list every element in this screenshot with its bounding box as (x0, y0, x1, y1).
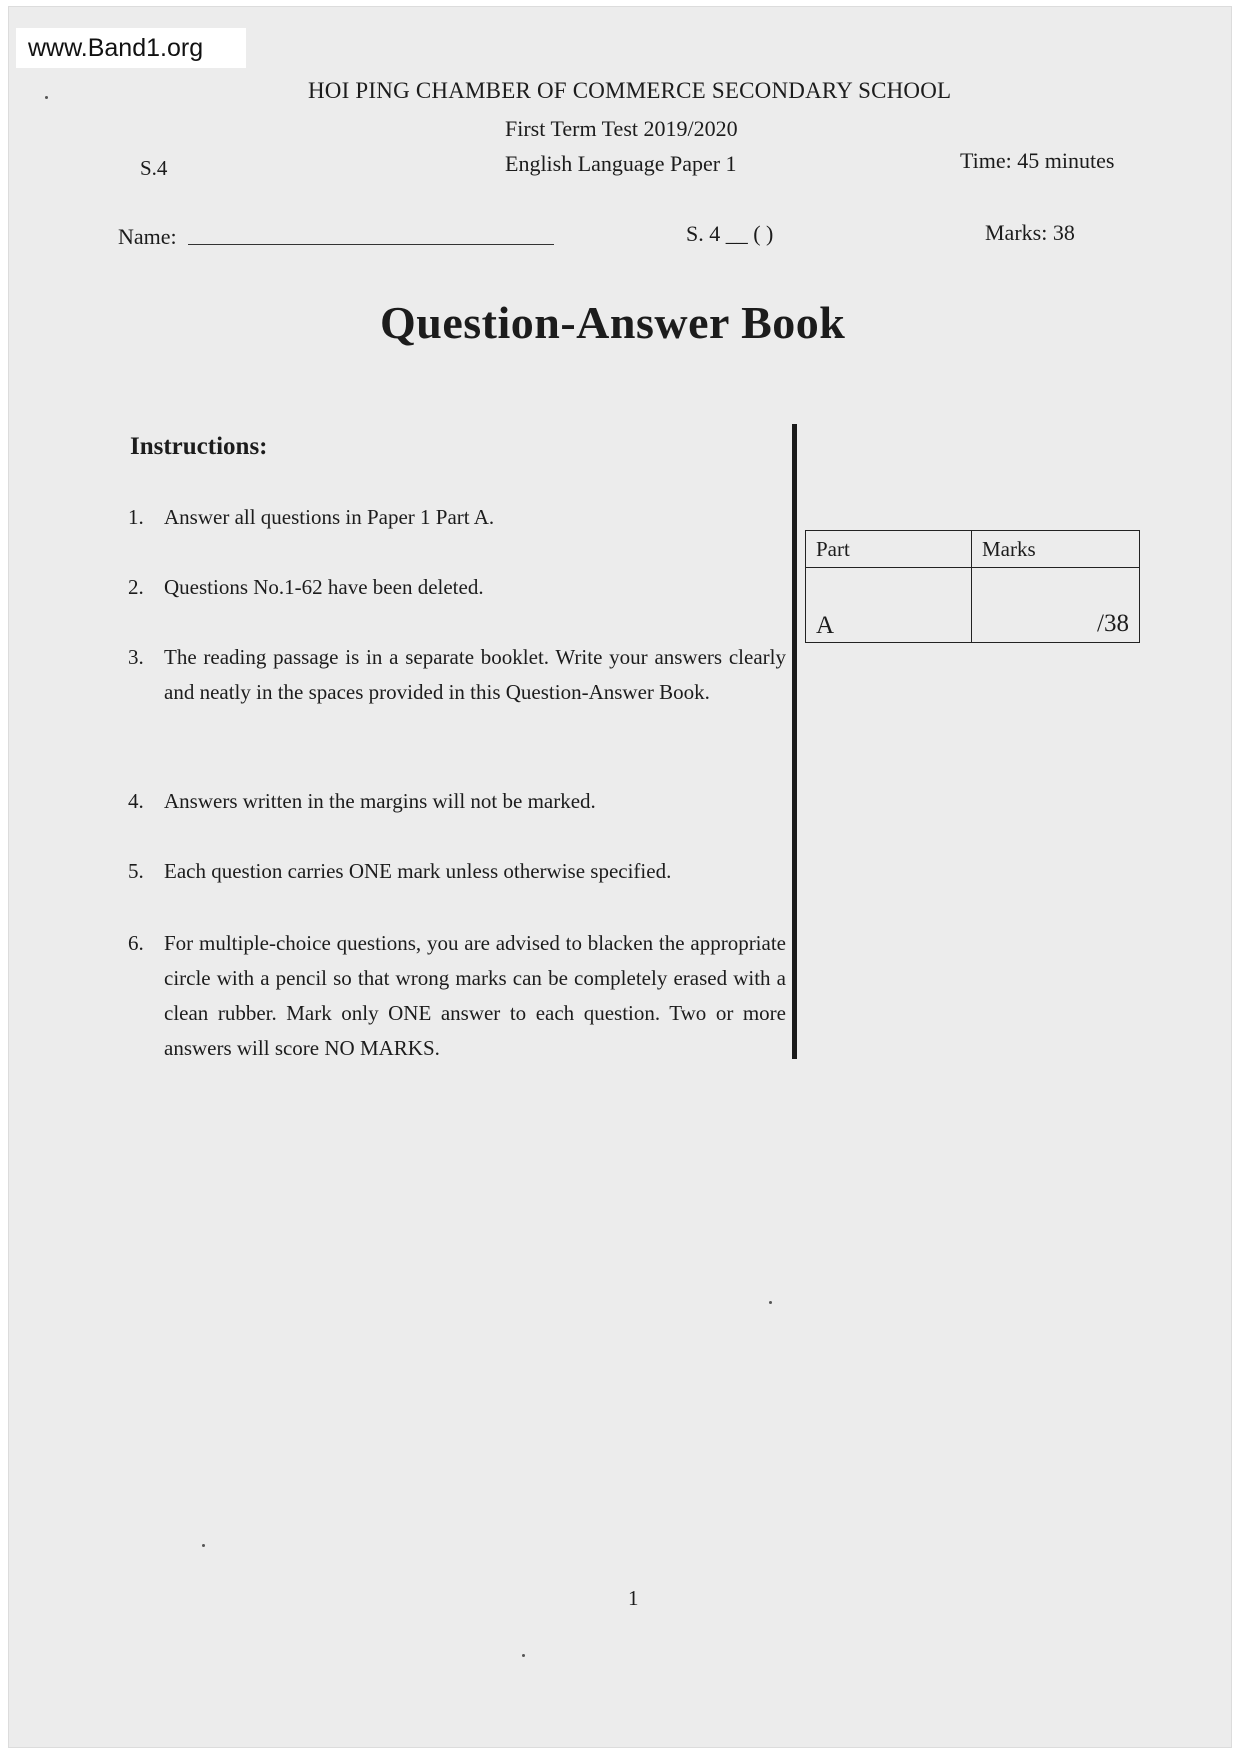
form-level: S.4 (140, 156, 168, 180)
header-part: Part (806, 531, 972, 568)
school-name: HOI PING CHAMBER OF COMMERCE SECONDARY SCHOOL (308, 78, 952, 103)
item-number: 3. (128, 645, 144, 669)
vertical-divider (792, 424, 797, 1059)
total-marks: Marks: 38 (985, 220, 1075, 245)
item-number: 4. (128, 789, 144, 813)
item-text: Questions No.1-62 have been deleted. (164, 575, 484, 599)
table-header-row (806, 531, 1140, 568)
book-title: Question-Answer Book (380, 297, 846, 348)
item-text: Each question carries ONE mark unless otherwise specified. (164, 859, 672, 883)
paper-title: English Language Paper 1 (505, 151, 737, 176)
scan-speck (45, 96, 48, 99)
item-number: 2. (128, 575, 144, 599)
watermark-label: www.Band1.org (16, 28, 246, 68)
item-text: The reading passage is in a separate booklet. Write your answers clearly and neatly in the spaces provided in this Question-Answer Book. (164, 645, 786, 704)
name-field[interactable] (188, 244, 554, 245)
marks-cell[interactable]: /38 (972, 568, 1140, 643)
page-number: 1 (628, 1586, 639, 1610)
table-row (806, 568, 1140, 643)
item-number: 1. (128, 505, 144, 529)
time-allowed: Time: 45 minutes (960, 148, 1115, 173)
scan-speck (522, 1654, 525, 1657)
class-field[interactable]: S. 4 __ ( ) (686, 221, 774, 246)
item-text: For multiple-choice questions, you are advised to blacken the appropriate circle with a pencil so that wrong marks can be completely erased with a clean rubber. Mark only ONE answer to each question. Two or more answers will score NO MARKS. (164, 931, 786, 1060)
item-number: 5. (128, 859, 144, 883)
item-number: 6. (128, 931, 144, 955)
part-cell: A (806, 568, 972, 643)
scan-speck (202, 1544, 205, 1547)
scan-speck (769, 1301, 772, 1304)
item-text: Answer all questions in Paper 1 Part A. (164, 505, 495, 529)
item-text: Answers written in the margins will not be marked. (164, 789, 596, 813)
name-label: Name: (118, 224, 177, 249)
marks-table (805, 530, 1140, 643)
test-term: First Term Test 2019/2020 (505, 116, 738, 141)
header-marks: Marks (972, 531, 1140, 568)
instructions-heading: Instructions: (130, 433, 268, 460)
